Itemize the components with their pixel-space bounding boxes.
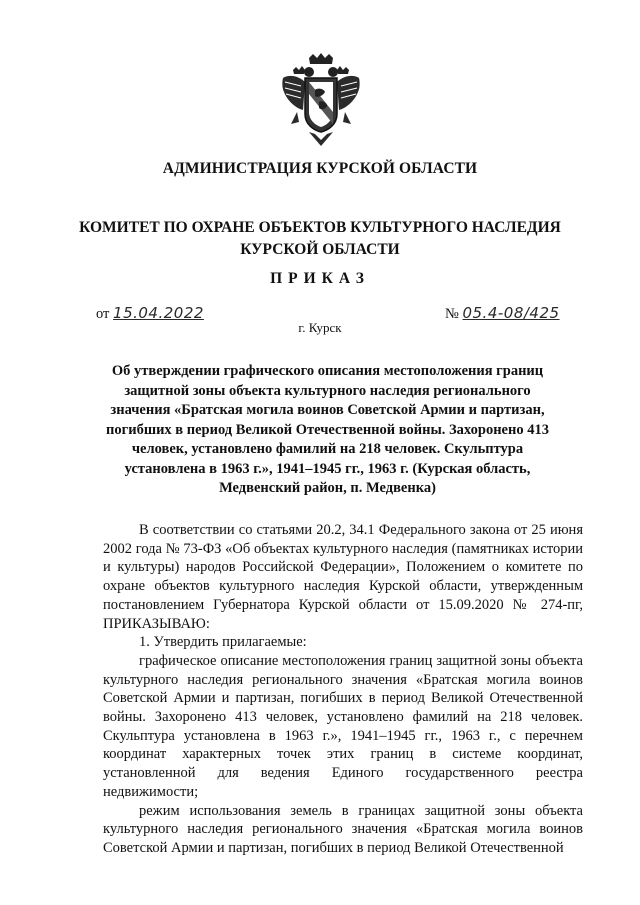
committee-heading	[0, 217, 640, 261]
number-prefix: №	[445, 306, 459, 322]
administration-heading: АДМИНИСТРАЦИЯ КУРСКОЙ ОБЛАСТИ	[162, 160, 478, 177]
item-1: 1. Утвердить прилагаемые:	[139, 634, 307, 651]
item-1a: графическое описание местоположения границ защитной зоны объекта культурного наследия регионального значения «Братская могила воинов Советской Армии и партизан, погибших в период Великой Отечественной войны. Захоронено 413 человек, установлено фамилий на 218 человек. Скульптура установлена в 1963 г.», 1941–1945 гг., 1963 г., с перечнем координат характерных точек этих границ в системе координат, установленной для ведения Единого государственного реестра недвижимости;	[103, 652, 583, 800]
date-prefix: от	[96, 306, 110, 322]
document-type-title: ПРИКАЗ	[270, 270, 370, 287]
committee-line-1: КОМИТЕТ ПО ОХРАНЕ ОБЪЕКТОВ КУЛЬТУРНОГО НАСЛЕДИЯ	[79, 219, 561, 236]
date-value: 15.04.2022	[113, 304, 204, 322]
issue-city: г. Курск	[298, 320, 342, 335]
item-1b: режим использования земель в границах защитной зоны объекта культурного наследия регионального значения «Братская могила воинов Советской Армии и партизан, погибших в период Великой Отечественной	[103, 802, 583, 856]
document-body	[103, 521, 583, 858]
number-value: 05.4-08/425	[462, 304, 560, 322]
coat-of-arms-icon	[279, 52, 363, 150]
document-subject: Об утверждении графического описания местоположения границ защитной зоны объекта культурного наследия регионального значения «Братская могила воинов Советской Армии и партизан, погибших в период Великой Отечественной войны. Захоронено 413 человек, установлено фамилий на 218 человек. Скульптура установлена в 1963 г.», 1941–1945 гг., 1963 г. (Курская область, Медвенский район, п. Медвенка)	[106, 363, 549, 496]
committee-line-2: КУРСКОЙ ОБЛАСТИ	[240, 241, 400, 258]
preamble-paragraph: В соответствии со статьями 20.2, 34.1 Федерального закона от 25 июня 2002 года № 73-ФЗ «Об объектах культурного наследия (памятниках истории и культуры) народов Российской Федерации», Положением о комитете по охране объектов культурного наследия Курской области, утвержденным постановлением Губернатора Курской области от 15.09.2020 № 274-пг, ПРИКАЗЫВАЮ:	[103, 522, 583, 632]
